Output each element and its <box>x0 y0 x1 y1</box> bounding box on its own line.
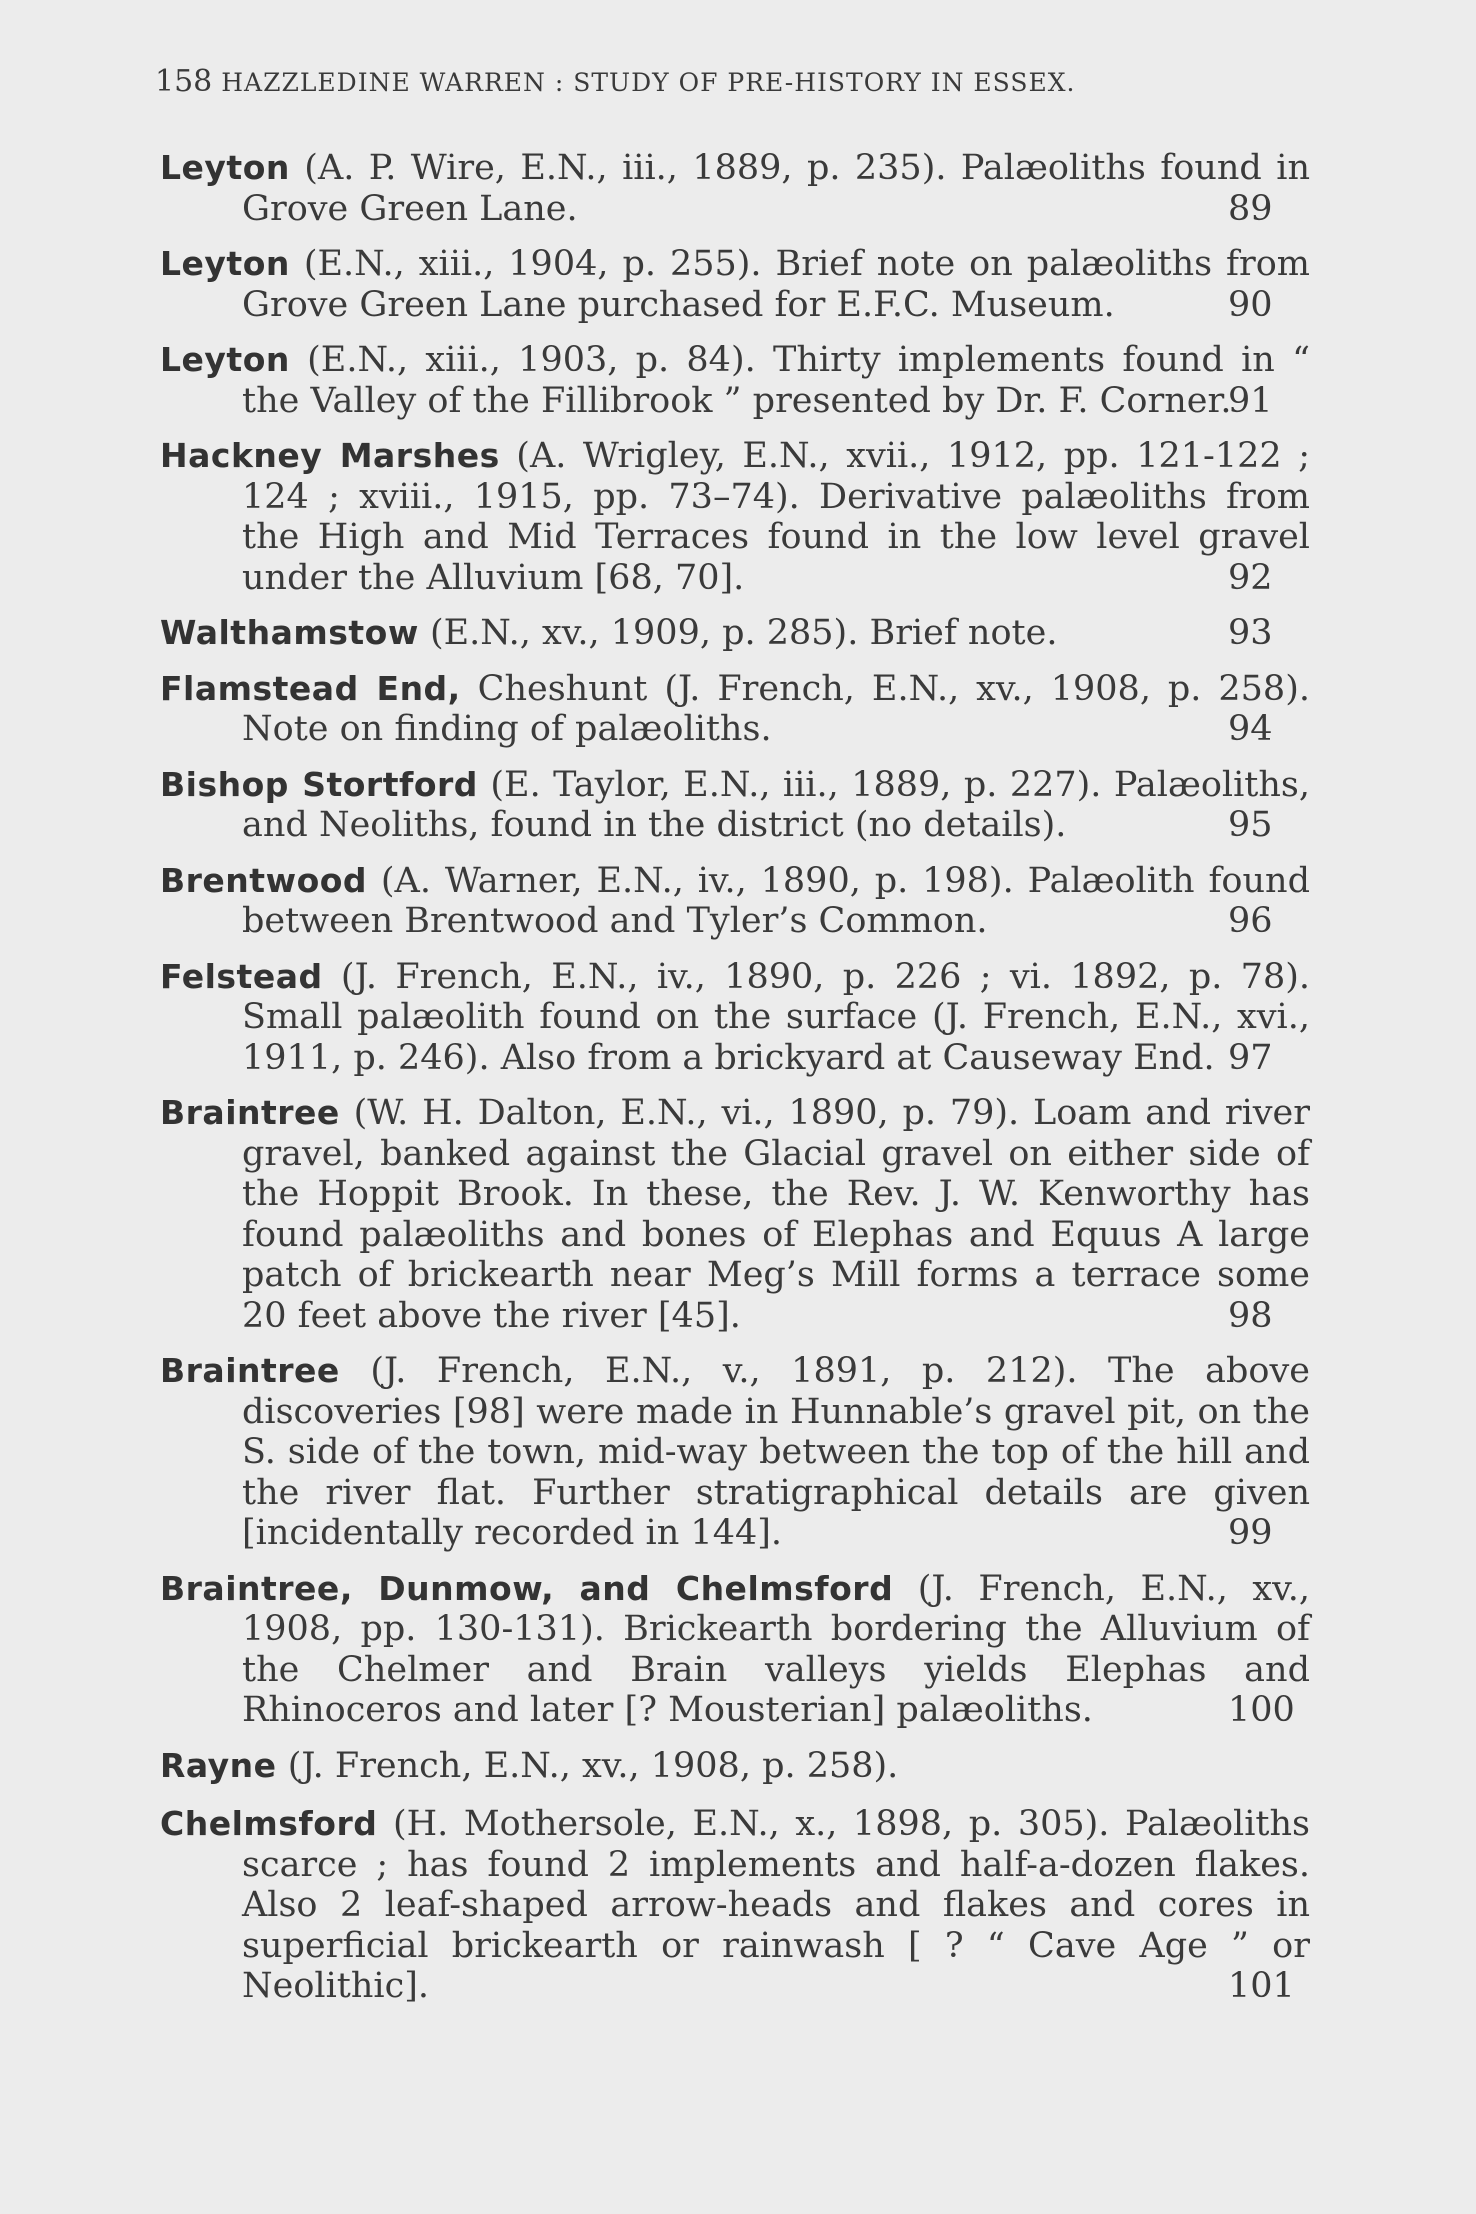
entry-description: Derivative palæoliths from the High and Mid Terraces found in the low level gravel under the Alluvium [68, 70]. <box>242 476 1310 598</box>
bibliography-entry <box>160 1093 1310 1336</box>
entry-body: Leyton (E.N., xiii., 1903, p. 84). Thirty implements found in “ the Valley of the Fillibrook ” presented by Dr. F. Corner. 91 <box>160 340 1310 421</box>
bibliography-entry <box>160 1351 1310 1554</box>
entry-citation: (J. French, E.N., xv., 1908, pp. 130-131). <box>242 1568 1310 1649</box>
entry-body: Felstead (J. French, E.N., iv., 1890, p. 226 ; vi. 1892, p. 78). Small palæolith found on the surface (J. French, E.N., xvi., 1911, p. 246). Also from a brickyard at Causeway End. 97 <box>160 956 1310 1078</box>
entry-description: Palæoliths scarce ; has found 2 implements and half-a-dozen flakes. Also 2 leaf-shaped arrow-heads and flakes and cores in superficial brickearth or rainwash [ ? “ Cave Age ” or Neolithic]. <box>242 1804 1310 2006</box>
entry-description: Small palæolith found on the surface (J. French, E.N., xvi., 1911, p. 246). Also from a brickyard at Causeway End. <box>242 997 1310 1078</box>
entry-place-name: Rayne <box>160 1745 277 1785</box>
running-title: HAZZLEDINE WARREN : STUDY OF PRE-HISTORY IN ESSEX. <box>221 68 1076 97</box>
entry-description: The above discoveries [98] were made in Hunnable’s gravel pit, on the S. side of the town, mid-way between the top of the hill and the river flat. Further stratigraphical details are given [incidentally recorded in 144]. <box>242 1351 1310 1553</box>
entry-citation: (J. French, E.N., iv., 1890, p. 226 ; vi. 1892, p. 78). <box>322 956 1310 997</box>
entry-citation: (A. Warner, E.N., iv., 1890, p. 198). <box>367 860 1014 901</box>
bibliography-entry <box>160 1746 1310 1787</box>
entry-place-name: Flamstead End, <box>160 668 461 708</box>
entry-description: Palæolith found between Brentwood and Tyler’s Common. <box>242 860 1310 941</box>
entry-description: Palæoliths, and Neoliths, found in the district (no details). <box>242 764 1310 845</box>
entry-description: Brickearth bordering the Alluvium of the Chelmer and Brain valleys yields Elephas and Rhinoceros and later [? Mousterian] palæoliths. <box>242 1609 1310 1730</box>
bibliography-entry <box>160 613 1310 654</box>
entry-description: Brief note on palæoliths from Grove Green Lane purchased for E.F.C. Museum. <box>242 244 1310 325</box>
entry-body: Bishop Stortford (E. Taylor, E.N., iii., 1889, p. 227). Palæoliths, and Neoliths, found in the district (no details). 95 <box>160 764 1310 845</box>
bibliography-entry <box>160 244 1310 325</box>
running-header <box>155 64 1305 99</box>
entry-body <box>160 1746 1310 1787</box>
entry-place-name: Braintree <box>160 1351 340 1390</box>
entry-body: Leyton (E.N., xiii., 1904, p. 255). Brief note on palæoliths from Grove Green Lane purchased for E.F.C. Museum. 90 <box>160 244 1310 325</box>
entry-place-name: Bishop Stortford <box>160 764 478 804</box>
entry-description: Note on finding of palæoliths. <box>242 709 772 749</box>
entry-body: Braintree, Dunmow, and Chelmsford (J. French, E.N., xv., 1908, pp. 130-131). Brickearth bordering the Alluvium of the Chelmer and Brain valleys yields Elephas and Rhinoceros and later [? Mousterian] palæoliths. 100 <box>160 1568 1310 1730</box>
entry-place-name: Brentwood <box>160 860 368 900</box>
entry-citation: (E.N., xiii., 1903, p. 84). <box>289 340 756 380</box>
entry-description: Loam and river gravel, banked against the Glacial gravel on either side of the Hoppit Brook. In these, the Rev. J. W. Kenworthy has found palæoliths and bones of Elephas and Equus A large patch of brickearth near Meg’s Mill forms a terrace some 20 feet above the river [45]. <box>242 1093 1310 1336</box>
entry-place-name: Leyton <box>160 148 290 187</box>
bibliography-entry <box>160 1804 1310 2007</box>
entry-body: Brentwood (A. Warner, E.N., iv., 1890, p. 198). Palæolith found between Brentwood and Tyler’s Common. 96 <box>160 860 1310 941</box>
entry-place-name: Braintree, Dunmow, and Chelmsford <box>160 1568 894 1608</box>
entry-citation: (A. P. Wire, E.N., iii., 1889, p. 235). <box>289 148 947 188</box>
entry-description: Brief note. <box>869 613 1058 653</box>
entry-place-name: Leyton <box>160 244 290 283</box>
entry-body: Hackney Marshes (A. Wrigley, E.N., xvii., 1912, pp. 121-122 ; 124 ; xviii., 1915, pp. 73–74). Derivative palæoliths from the High and Mid Terraces found in the low level gravel under the Alluvium [68, 70]. 92 <box>160 436 1310 598</box>
entry-citation: (H. Mothersole, E.N., x., 1898, p. 305). <box>377 1804 1110 1844</box>
entry-citation: (A. Wrigley, E.N., xvii., 1912, pp. 121-122 ; 124 ; xviii., 1915, pp. 73–74). <box>242 436 1310 517</box>
entry-citation: (J. French, E.N., xv., 1908, p. 258). <box>276 1745 899 1786</box>
entry-place-name: Hackney Marshes <box>160 436 500 475</box>
entry-body: Flamstead End, Cheshunt (J. French, E.N., xv., 1908, p. 258). Note on finding of palæoliths. 94 <box>160 668 1310 749</box>
entry-body: Braintree (J. French, E.N., v., 1891, p. 212). The above discoveries [98] were made in Hunnable’s gravel pit, on the S. side of the town, mid-way between the top of the hill and the river flat. Further stratigraphical details are given [incidentally recorded in 144]. 99 <box>160 1351 1310 1553</box>
bibliography-entry <box>160 765 1310 846</box>
entry-body: Leyton (A. P. Wire, E.N., iii., 1889, p. 235). Palæoliths found in Grove Green Lane. 89 <box>160 148 1310 229</box>
entry-body: Walthamstow (E.N., xv., 1909, p. 285). Brief note. 93 <box>160 613 1273 653</box>
entry-body: Braintree (W. H. Dalton, E.N., vi., 1890, p. 79). Loam and river gravel, banked against the Glacial gravel on either side of the Hoppit Brook. In these, the Rev. J. W. Kenworthy has found palæoliths and bones of Elephas and Equus A large patch of brickearth near Meg’s Mill forms a terrace some 20 feet above the river [45]. 98 <box>160 1093 1310 1336</box>
entry-place-name: Braintree <box>160 1093 340 1132</box>
bibliography-entry <box>160 148 1310 229</box>
entry-citation: (E.N., xv., 1909, p. 285). <box>418 613 859 653</box>
bibliography-entry <box>160 436 1310 598</box>
bibliography-list <box>160 148 1310 2022</box>
bibliography-entry <box>160 669 1310 750</box>
entry-citation: Cheshunt (J. French, E.N., xv., 1908, p. 258). <box>460 668 1310 709</box>
entry-citation: (J. French, E.N., v., 1891, p. 212). <box>339 1351 1078 1391</box>
entry-description: Palæoliths found in Grove Green Lane. <box>242 148 1310 229</box>
page-number: 158 <box>155 64 213 99</box>
entry-body: Chelmsford (H. Mothersole, E.N., x., 1898, p. 305). Palæoliths scarce ; has found 2 implements and half-a-dozen flakes. Also 2 leaf-shaped arrow-heads and flakes and cores in superficial brickearth or rainwash [ ? “ Cave Age ” or Neolithic]. 101 <box>160 1804 1310 2006</box>
entry-place-name: Chelmsford <box>160 1804 378 1843</box>
bibliography-entry <box>160 340 1310 421</box>
entry-citation: (E.N., xiii., 1904, p. 255). <box>289 244 762 284</box>
entry-place-name: Felstead <box>160 956 323 996</box>
entry-citation: (E. Taylor, E.N., iii., 1889, p. 227). <box>477 764 1102 805</box>
bibliography-entry <box>160 861 1310 942</box>
bibliography-entry <box>160 957 1310 1079</box>
entry-citation: (W. H. Dalton, E.N., vi., 1890, p. 79). <box>339 1093 1020 1133</box>
bibliography-entry <box>160 1569 1310 1731</box>
entry-description: Thirty implements found in “ the Valley of the Fillibrook ” presented by Dr. F. Corner. <box>242 340 1310 421</box>
entry-place-name: Walthamstow <box>160 613 419 652</box>
entry-place-name: Leyton <box>160 340 290 379</box>
